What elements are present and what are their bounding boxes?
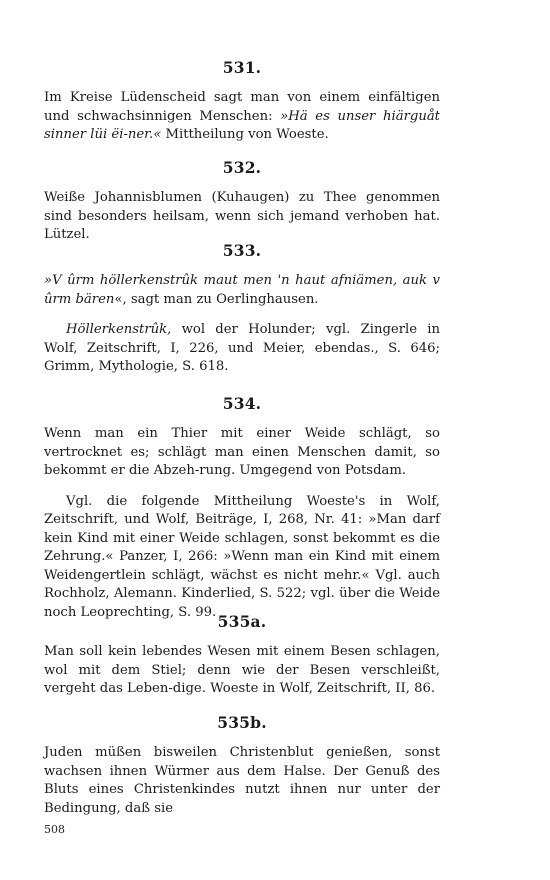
entry-number: 535a. — [217, 612, 267, 631]
entry-number: 534. — [222, 394, 262, 413]
entry-number: 535b. — [217, 713, 267, 732]
entry-533 — [44, 241, 440, 377]
entry-paragraph: Wenn man ein Thier mit einer Weide schlägt, so vertrocknet es; schlägt man einen Menschen damit, so bekommt er die Abzeh-rung. Umgegend von Potsdam. — [44, 426, 440, 478]
entry-535a — [44, 612, 440, 699]
entry-paragraph: Man soll kein lebendes Wesen mit einem Besen schlagen, wol mit dem Stiel; denn wie der Besen verschleißt, vergeht das Leben-dige. Woeste in Wolf, Zeitschrift, II, 86. — [44, 644, 440, 696]
entry-paragraph: Juden müßen bisweilen Christenblut genießen, sonst wachsen ihnen Würmer aus dem Halse. Der Genuß des Bluts eines Christenkindes nutzt ihnen nur unter der Bedingung, daß sie — [44, 745, 440, 816]
page-number: 508 — [44, 823, 65, 836]
entry-paragraph: »V ûrm höllerkenstrûk maut men 'n haut afniämen, auk v ûrm bären«, sagt man zu Oerlinghausen. — [44, 273, 440, 307]
entry-531 — [44, 58, 440, 145]
entry-number: 532. — [222, 158, 262, 177]
entry-535b — [44, 713, 440, 818]
entry-paragraph: Weiße Johannisblumen (Kuhaugen) zu Thee genommen sind besonders heilsam, wenn sich jemand verhoben hat. Lützel. — [44, 190, 440, 242]
entry-note-paragraph: Höllerkenstrûk, wol der Holunder; vgl. Zingerle in Wolf, Zeitschrift, I, 226, und Meier, ebendas., S. 646; Grimm, Mythologie, S. 618. — [44, 322, 440, 374]
entry-532 — [44, 158, 440, 245]
entry-number: 531. — [222, 58, 262, 77]
entry-paragraph: Im Kreise Lüdenscheid sagt man von einem einfältigen und schwachsinnigen Menschen: »Hä es unser hiärguåt sinner lüi ëi-ner.« Mittheilung von Woeste. — [44, 90, 440, 142]
entry-number: 533. — [222, 241, 262, 260]
entry-note-paragraph: Vgl. die folgende Mittheilung Woeste's in Wolf, Zeitschrift, und Wolf, Beiträge, I, 268, Nr. 41: »Man darf kein Kind mit einer Weide schlagen, sonst bekommt es die Zehrung.« Panzer, I, 266: »Wenn man ein Kind mit einem Weidengertlein schlägt, wächst es nicht mehr.« Vgl. auch Rochholz, Alemann. Kinderlied, S. 522; vgl. über die Weide noch Leoprechting, S. 99. — [44, 493, 440, 620]
entry-534 — [44, 394, 440, 622]
